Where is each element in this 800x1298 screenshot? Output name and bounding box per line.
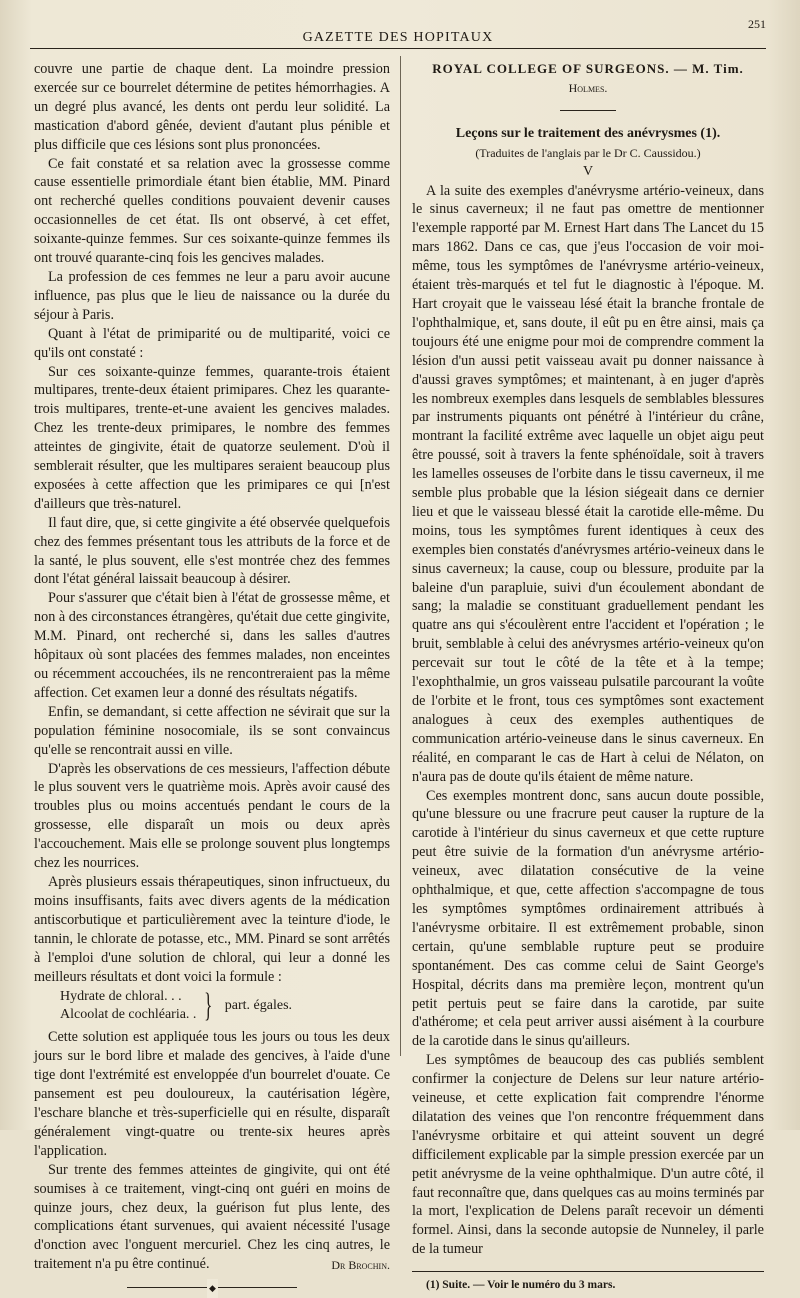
article-paragraph: Pour s'assurer que c'était bien à l'état de grossesse même, et non à des circonstances étrangères, qu'était due cette gingivite, M.M. Pinard, ont recherché si, dans les salles d'autres hôpitaux où sont placées des femmes malades, non enceintes ou récemment accouchées, ils ne rencontreraient pas la même affection. Cet examen leur a donné des résultats négatifs. [34,590,390,701]
article-paragraph: Les symptômes de beaucoup des cas publiés semblent confirmer la conjecture de Delens sur leur nature artério-veineuse, et cette explication fait comprendre l'énorme dilatation des veines que l'on rencontre fréquemment dans l'anévrysme orbitaire et qui atteint souvent un degré difficilement explicable par la simple pression exercée par un petit anévrysme de la veine ophthalmique. D'un autre côté, il faut reconnaître que, dans quelques cas au moins terminés par la mort, l'explication de Delens paraît recevoir un démenti formel. Ainsi, dans la seconde autopsie de Nunneley, il parle de la tumeur [412,1052,764,1258]
lecture-title: Leçons sur le traitement des anévrysmes (1). [455,125,721,141]
formula-ingredient: Alcoolat de cochléaria. . [60,1007,197,1023]
section-rule [560,110,616,111]
ornamental-rule [127,1287,297,1288]
article-paragraph: La profession de ces femmes ne leur a paru avoir aucune influence, pas plus que le lieu de naissance ou la durée du séjour à Paris. [34,268,390,323]
article-paragraph: A la suite des exemples d'anévrysme artério-veineux, dans le sinus caverneux; il ne faut pas omettre de mentionner l'exemple rapporté par M. Ernest Hart dans The Lancet du 15 mars 1862. Dans ce cas, que j'eus l'occasion de voir moi-même, tous les symptômes de l'anévrysme artério-veineux, étaient très-marqués et tel fut le diagnostic à l'époque. M. Hart croyait que le vaisseau lésé était la branche frontale de l'ophthalmique, et, sans doute, il eût pu en être ainsi, mais ça toujours été une enigme pour moi de comprendre comment la lésion d'un aussi petit vaisseau avait pu donner naissance à d'aussi graves symptômes; et maintenant, à en juger d'après les nombreux exemples dans lesquels de semblables blessures par instruments piquants ont pénétré à l'intérieur du crâne, montrant la facilité extrême avec laquelle un objet aigu peut être poussé, soit à travers la fente sphénoïdale, soit à travers les lamelles osseuses de l'orbite dans le tissu caverneux, il me semble plus probable que la lésion siégeait dans ce dernier lieu et que le vaisseau blessé était la carotide elle-même. Du moins, tous les symptômes furent identiques à ceux des exemples bien constatés d'anévrysmes artério-veineux dans le sinus caverneux; la cause, coup ou blessure, produite par la baleine d'un parapluie, suivi d'un écoulement abondant de sang; la maladie se constituant graduellement pendant les quatre ans qui s'écoulèrent entre l'accident et l'opération ; le bruit, semblable à celui des anévrysmes artério-veineux qu'on percevait sur tout le côté de la tête et à la tempe; l'exophthalmie, un gros vaisseau pulsatile parcourant la voûte de l'orbite et le front, tous ces symptômes sont exactement analogues à ceux des exemples authentiques de communication artério-veineuse dans le sinus caverneux. En réalité, en comparant le cas de Hart à celui de Nélaton, on n'aura pas de doute qu'ils étaient de même nature. [412,182,764,785]
left-column [34,60,390,1288]
article-paragraph: Sur ces soixante-quinze femmes, quarante-trois étaient multipares, trente-deux étaient primipares. Chez les quarante-trois multipares, trente-et-une avaient les gencives malades. Chez les trente-deux primipares, le nombre des femmes atteintes de gingivite, était de quatorze seulement. D'où il semblerait résulter, que les multipares seraient beaucoup plus exposées à cette affection que les primipares ce qui [n'est d'ailleurs que très-naturel. [34,363,390,512]
column-divider [400,56,401,1056]
article-paragraph: Quant à l'état de primiparité ou de multiparité, voici ce qu'ils ont constaté : [34,325,390,361]
section-title-text: ROYAL COLLEGE OF SURGEONS. — M. Tim. [432,61,744,76]
article-paragraph: Il faut dire, que, si cette gingivite a été observée quelquefois chez des femmes présentant tous les attributs de la force et de la santé, le plus souvent, elle s'est montrée chez des femmes dont l'état général laissait beaucoup à désirer. [34,514,390,588]
article-paragraph: D'après les observations de ces messieurs, l'affection débute le plus souvent vers le quatrième mois. Après avoir causé des troubles plus ou moins accentués pendant le cours de la grossesse, elle disparaît un mois ou deux après l'accouchement. Mais elle se prolonge souvent plus longtemps chez les nourrices. [34,760,390,872]
section-title [412,60,764,98]
page-header [30,14,766,49]
footnote-rule [412,1271,764,1272]
lecture-subtitle: (Traduites de l'anglais par le Dr C. Caussidou.) [475,145,701,160]
section-author: Holmes. [568,80,608,95]
formula-dose: part. égales. [224,997,293,1013]
article-paragraph: Ces exemples montrent donc, sans aucun doute possible, qu'une blessure ou une fracrure peut causer la rupture de la carotide à l'intérieur du sinus caverneux et que cette rupture peut être suivie de la formation d'un anévrysme artério-veineux, avec dilatation consécutive de la veine ophthalmique, et que, cette affection s'accompagne de tous les symptômes symptômes ordinairement attribués à l'anévrysme orbitaire. Il est extrêmement probable, sinon certain, qu'une semblable rupture peut se produire spontanément. Des cas comme celui de Saint George's Hospital, décrits dans ma première leçon, montrent qu'un petit pertuis peut se faire dans la carotide, par suite d'athérome; et cela peut arriver aussi aisément à la courbure de la carotide dans le sinus qu'ailleurs. [412,787,764,1050]
article-paragraph: Ce fait constaté et sa relation avec la grossesse comme cause essentielle primordiale étant bien établie, MM. Pinard ont recherché quelles conditions pouvaient devenir causes occasionnelles de cet état. Ils ont observé, à cet effet, soixante-quinze femmes. Sur ces soixante-quinze femmes ils ont trouvé quarante-cinq fois les gencives malades. [34,155,390,267]
article-paragraph: Après plusieurs essais thérapeutiques, sinon infructueux, du moins insuffisants, faits avec divers agents de la médication antiscorbutique et particulièrement avec la teinture d'iode, le tannin, le chlorate de potasse, etc., MM. Pinard se sont arrêtés à l'emploi d'une solution de chloral, qui leur a donné les meilleurs résultats et dont voici la formule : [34,873,390,985]
author-signature: Dr Brochin. [331,1258,390,1273]
journal-title: GAZETTE DES HOPITAUX [302,30,494,45]
formula-ingredients [60,988,196,1024]
chloral-formula [60,988,390,1024]
formula-ingredient: Hydrate de chloral. . . [60,989,182,1005]
right-column [412,60,764,1295]
article-paragraph: couvre une partie de chaque dent. La moindre pression exercée sur ce bourrelet détermine de petites hémorrhagies. A un degré plus avancé, les dents ont perdu leur solidité. La mastication d'abord gênée, devient d'autant plus pénible et plus difficile que ces lésions sont plus prononcées. [34,61,390,153]
article-paragraph: Enfin, se demandant, si cette affection ne sévirait que sur la population féminine nosocomiale, ils se sont convaincus qu'elle se rencontrait aussi en ville. [34,703,390,758]
formula-brace: } [204,987,213,1025]
article-paragraph: Sur trente des femmes atteintes de gingivite, qui ont été soumises à ce traitement, vingt-cinq ont guéri en moins de quinze jours, chez deux, la guérison fut plus lente, des complications étant survenues, qui avaient nécessité l'usage d'onction avec l'onguent mercuriel. Chez les cinq autres, le traitement n'a pu être continué. [34,1161,390,1273]
lecture-number: V [582,163,594,179]
footnote: (1) Suite. — Voir le numéro du 3 mars. [426,1279,616,1292]
article-paragraph: Cette solution est appliquée tous les jours ou tous les deux jours sur le bord libre et malade des gencives, à l'aide d'une tige dont l'extrémité est enveloppée d'un bourrelet d'ouate. Ce pansement est peu douloureux, la cautérisation légère, l'eschare blanche et très-superficielle qui en résulte, disparaît généralement vingt-quatre ou trente-six heures après l'application. [34,1029,390,1159]
page-number: 251 [748,17,766,31]
